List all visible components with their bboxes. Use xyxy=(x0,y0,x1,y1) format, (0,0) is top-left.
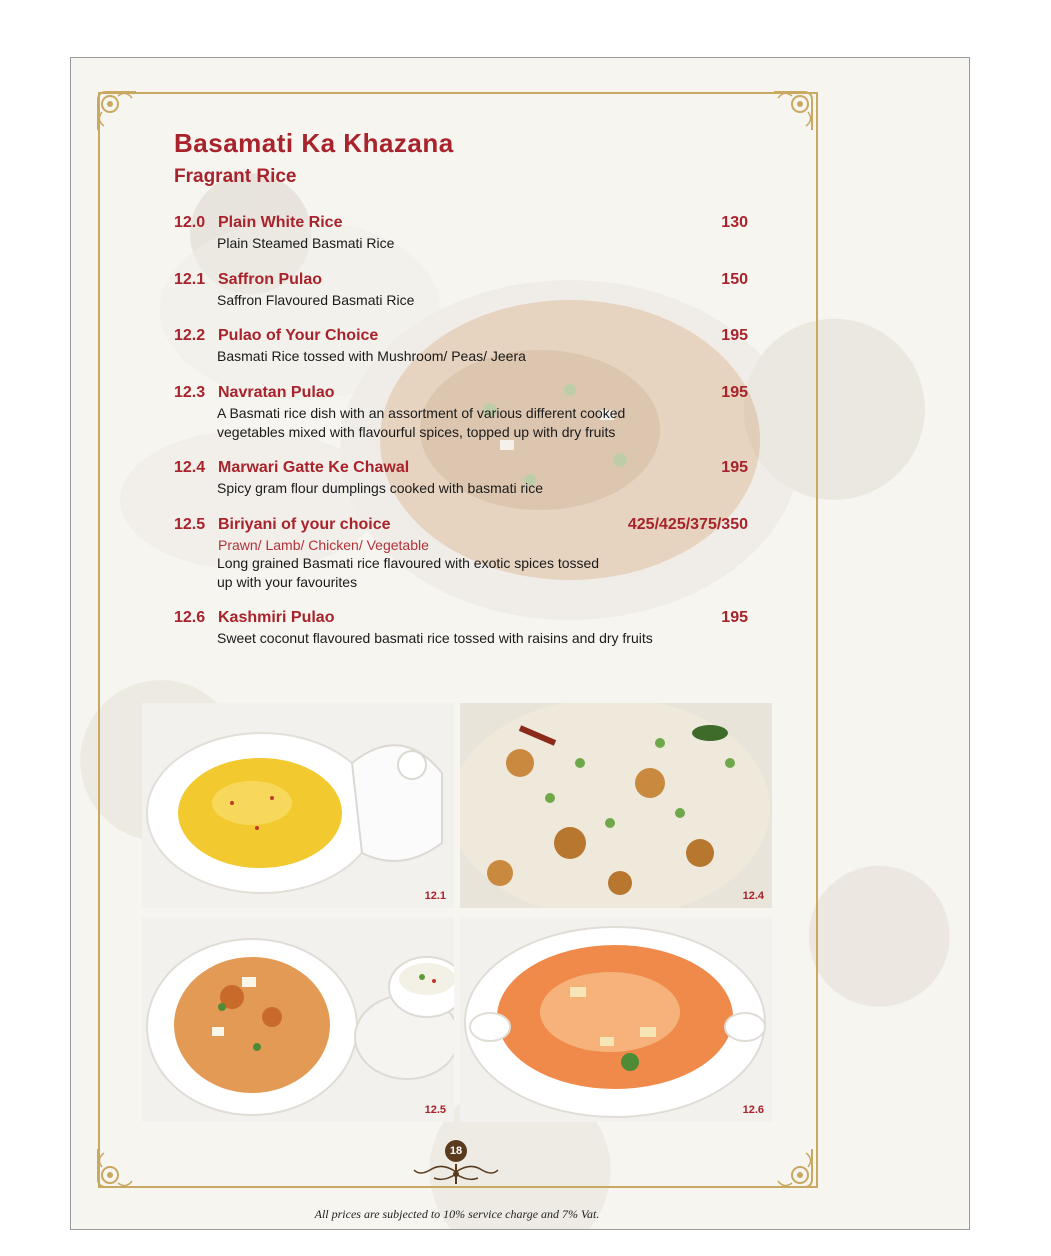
kashmiri-pulao-photo xyxy=(460,917,772,1122)
gatte-rice-photo xyxy=(460,703,772,908)
saffron-rice-image xyxy=(142,703,454,908)
item-description xyxy=(217,234,687,253)
kashmiri-pulao-image xyxy=(460,917,772,1122)
corner-flourish-icon xyxy=(768,1143,818,1193)
biriyani-photo xyxy=(142,917,454,1122)
item-name: Pulao of Your Choice xyxy=(218,327,379,344)
item-price: 150 xyxy=(721,271,748,288)
item-price: 130 xyxy=(721,214,748,231)
item-number: 12.6 xyxy=(174,609,206,626)
page-subtitle: Fragrant Rice xyxy=(174,166,297,187)
item-name: Marwari Gatte Ke Chawal xyxy=(218,459,410,476)
item-description xyxy=(217,554,687,592)
item-price: 195 xyxy=(721,609,748,626)
item-name: Navratan Pulao xyxy=(218,384,335,401)
item-price: 195 xyxy=(721,384,748,401)
page-title: Basamati Ka Khazana xyxy=(174,128,454,158)
gatte-rice-image xyxy=(460,703,772,908)
description-line: Basmati Rice tossed with Mushroom/ Peas/ Jeera xyxy=(217,348,526,364)
item-number: 12.0 xyxy=(174,214,206,231)
photo-caption: 12.6 xyxy=(742,1104,764,1116)
item-description xyxy=(217,629,687,648)
description-line: Sweet coconut flavoured basmati rice tossed with raisins and dry fruits xyxy=(217,630,653,646)
description-line: Plain Steamed Basmati Rice xyxy=(217,235,395,251)
item-name: Kashmiri Pulao xyxy=(218,609,335,626)
item-name: Saffron Pulao xyxy=(218,271,323,288)
item-number: 12.5 xyxy=(174,516,206,533)
item-description xyxy=(217,404,687,442)
item-variants: Prawn/ Lamb/ Chicken/ Vegetable xyxy=(218,537,429,553)
item-description xyxy=(217,347,687,366)
description-line: vegetables mixed with flavourful spices, topped up with dry fruits xyxy=(217,424,616,440)
description-line: Spicy gram flour dumplings cooked with basmati rice xyxy=(217,480,544,496)
menu-item xyxy=(174,327,754,366)
description-line: A Basmati rice dish with an assortment of various different cooked xyxy=(217,405,626,421)
description-line: up with your favourites xyxy=(217,574,358,590)
description-line: Saffron Flavoured Basmati Rice xyxy=(217,292,415,308)
menu-item xyxy=(174,609,754,648)
footer-ornament-icon xyxy=(412,1160,500,1188)
item-name: Biriyani of your choice xyxy=(218,516,391,533)
item-description xyxy=(217,291,687,310)
corner-flourish-icon xyxy=(768,86,818,136)
item-price: 195 xyxy=(721,327,748,344)
saffron-rice-photo xyxy=(142,703,454,908)
item-number: 12.2 xyxy=(174,327,206,344)
item-number: 12.1 xyxy=(174,271,206,288)
item-name: Plain White Rice xyxy=(218,214,343,231)
item-price: 425/425/375/350 xyxy=(627,516,748,533)
corner-flourish-icon xyxy=(92,86,142,136)
corner-flourish-icon xyxy=(92,1143,142,1193)
biriyani-image xyxy=(142,917,454,1122)
photo-caption: 12.1 xyxy=(424,890,446,902)
menu-item xyxy=(174,516,754,592)
photo-caption: 12.5 xyxy=(424,1104,446,1116)
item-price: 195 xyxy=(721,459,748,476)
photo-caption: 12.4 xyxy=(742,890,764,902)
description-line: Long grained Basmati rice flavoured with exotic spices tossed xyxy=(217,555,600,571)
menu-item xyxy=(174,214,754,253)
menu-item xyxy=(174,459,754,498)
price-footnote: All prices are subjected to 10% service charge and 7% Vat. xyxy=(314,1207,600,1221)
item-number: 12.4 xyxy=(174,459,206,476)
item-description xyxy=(217,479,687,498)
page-number-badge: 18 xyxy=(445,1140,467,1162)
menu-item xyxy=(174,384,754,442)
menu-item xyxy=(174,271,754,310)
item-number: 12.3 xyxy=(174,384,206,401)
